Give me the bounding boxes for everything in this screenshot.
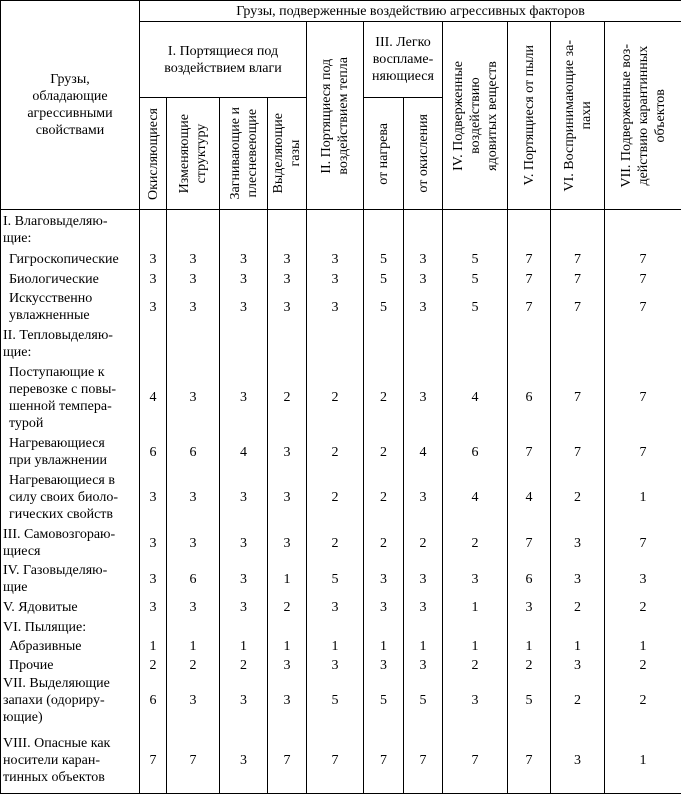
table-cell xyxy=(307,325,364,362)
table-cell: 3 xyxy=(220,250,268,270)
table-cell: 3 xyxy=(268,525,307,561)
table-cell xyxy=(268,325,307,362)
table-row xyxy=(1,471,681,525)
table-cell: 3 xyxy=(140,525,167,561)
table-cell: 2 xyxy=(404,525,443,561)
row-label: Нагревающиеся в силу своих биоло- гических свойств xyxy=(1,471,140,525)
col-header-structure: Изменяющие структуру xyxy=(167,98,220,210)
table-cell xyxy=(404,210,443,250)
table-cell: 1 xyxy=(508,638,551,656)
table-cell: 3 xyxy=(404,561,443,597)
row-label: Биологические xyxy=(1,270,140,290)
table-cell: 2 xyxy=(364,471,404,525)
table-cell xyxy=(551,325,605,362)
table-cell: 1 xyxy=(404,638,443,656)
table-cell: 2 xyxy=(508,656,551,675)
table-cell: 7 xyxy=(508,434,551,471)
corner-header xyxy=(1,1,140,210)
table-cell: 7 xyxy=(508,270,551,290)
table-cell: 4 xyxy=(220,434,268,471)
table-cell xyxy=(307,210,364,250)
col-header-oxidizing: Окисляющиеся xyxy=(140,98,167,210)
table-cell: 4 xyxy=(443,471,508,525)
table-cell: 7 xyxy=(605,525,681,561)
table-cell: 7 xyxy=(443,727,508,793)
table-cell: 2 xyxy=(220,656,268,675)
table-cell: 1 xyxy=(268,561,307,597)
table-cell: 2 xyxy=(364,362,404,433)
table-cell: 3 xyxy=(220,675,268,727)
table-cell: 2 xyxy=(268,362,307,433)
table-cell: 3 xyxy=(167,597,220,617)
table-cell: 4 xyxy=(140,362,167,433)
table-cell xyxy=(167,618,220,638)
table-cell xyxy=(167,210,220,250)
table-row xyxy=(1,362,681,433)
table-cell: 3 xyxy=(551,656,605,675)
table-cell xyxy=(508,210,551,250)
table-cell: 6 xyxy=(140,434,167,471)
table-cell: 6 xyxy=(167,561,220,597)
table-cell: 2 xyxy=(364,434,404,471)
table-cell: 7 xyxy=(605,270,681,290)
row-label: III. Самовозгораю- щиеся xyxy=(1,525,140,561)
table-cell: 3 xyxy=(268,434,307,471)
table-cell: 3 xyxy=(268,250,307,270)
col-header-heat xyxy=(307,22,364,210)
table-body xyxy=(1,210,681,794)
table-cell xyxy=(605,325,681,362)
table-cell: 1 xyxy=(443,638,508,656)
table-row xyxy=(1,638,681,656)
table-cell: 2 xyxy=(443,656,508,675)
table-cell: 3 xyxy=(443,561,508,597)
table-row xyxy=(1,325,681,362)
table-cell: 7 xyxy=(551,270,605,290)
col-header-odor: VI. Воспринимающие за- пахи xyxy=(551,22,605,210)
table-cell: 7 xyxy=(605,362,681,433)
table-cell xyxy=(605,210,681,250)
table-cell: 1 xyxy=(605,727,681,793)
table-cell xyxy=(404,618,443,638)
table-row xyxy=(1,618,681,638)
table-cell: 3 xyxy=(140,561,167,597)
table-cell xyxy=(140,325,167,362)
table-cell: 2 xyxy=(364,525,404,561)
table-row xyxy=(1,597,681,617)
table-cell: 3 xyxy=(307,597,364,617)
table-cell: 3 xyxy=(140,290,167,325)
table-cell: 7 xyxy=(508,525,551,561)
table-cell: 3 xyxy=(140,471,167,525)
table-cell: 2 xyxy=(551,597,605,617)
row-label: II. Тепловыделяю- щие: xyxy=(1,325,140,362)
table-cell: 7 xyxy=(404,727,443,793)
table-cell: 3 xyxy=(364,561,404,597)
col-header-rotting: Загнивающие и плесневеющие xyxy=(220,98,268,210)
table-cell: 3 xyxy=(167,290,220,325)
table-cell: 5 xyxy=(508,675,551,727)
table-cell: 2 xyxy=(605,597,681,617)
table-cell: 2 xyxy=(307,525,364,561)
table-cell: 3 xyxy=(404,471,443,525)
table-cell: 3 xyxy=(307,656,364,675)
table-cell xyxy=(404,325,443,362)
table-cell: 3 xyxy=(220,727,268,793)
table-cell: 1 xyxy=(307,638,364,656)
table-cell xyxy=(140,618,167,638)
table-cell: 1 xyxy=(605,638,681,656)
table-cell: 3 xyxy=(443,675,508,727)
row-label: Абразивные xyxy=(1,638,140,656)
table-cell: 1 xyxy=(551,638,605,656)
col-header-quarantine: VII. Подверженные воз- действию карантинных объектов xyxy=(605,22,681,210)
table-cell xyxy=(443,210,508,250)
row-label: Гигроскопические xyxy=(1,250,140,270)
table-cell: 7 xyxy=(551,250,605,270)
table-cell: 7 xyxy=(167,727,220,793)
table-cell: 5 xyxy=(307,675,364,727)
table-cell: 1 xyxy=(268,638,307,656)
table-cell xyxy=(268,210,307,250)
table-cell xyxy=(443,325,508,362)
table-row xyxy=(1,434,681,471)
table-cell xyxy=(220,618,268,638)
table-cell: 5 xyxy=(364,270,404,290)
table-row xyxy=(1,290,681,325)
table-cell: 3 xyxy=(364,597,404,617)
table-cell: 2 xyxy=(443,525,508,561)
table-cell: 1 xyxy=(443,597,508,617)
table-cell xyxy=(508,325,551,362)
table-cell: 7 xyxy=(364,727,404,793)
table-cell: 3 xyxy=(307,250,364,270)
table-cell: 3 xyxy=(220,597,268,617)
table-cell: 7 xyxy=(605,434,681,471)
table-cell: 7 xyxy=(508,290,551,325)
table-cell: 3 xyxy=(220,525,268,561)
table-cell xyxy=(443,618,508,638)
table-cell: 4 xyxy=(508,471,551,525)
table-cell: 3 xyxy=(404,597,443,617)
row-label: IV. Газовыделяю- щие xyxy=(1,561,140,597)
table-row xyxy=(1,727,681,793)
table-row xyxy=(1,656,681,675)
table-cell: 3 xyxy=(268,290,307,325)
table-cell: 3 xyxy=(268,656,307,675)
table-cell: 3 xyxy=(167,362,220,433)
table-cell: 7 xyxy=(551,434,605,471)
table-cell: 3 xyxy=(404,270,443,290)
table-cell: 7 xyxy=(605,250,681,270)
table-cell: 2 xyxy=(268,597,307,617)
table-cell: 2 xyxy=(551,675,605,727)
row-label: VIII. Опасные как носители каран- тинных объектов xyxy=(1,727,140,793)
table-cell: 3 xyxy=(508,597,551,617)
table-cell: 2 xyxy=(140,656,167,675)
col-header-gases: Выделяющие газы xyxy=(268,98,307,210)
table-row xyxy=(1,561,681,597)
table-cell xyxy=(220,210,268,250)
table-cell: 2 xyxy=(307,471,364,525)
table-cell: 3 xyxy=(140,250,167,270)
table-cell: 3 xyxy=(167,250,220,270)
table-cell: 3 xyxy=(220,561,268,597)
table-cell: 2 xyxy=(307,362,364,433)
table-cell: 2 xyxy=(307,434,364,471)
table-cell: 7 xyxy=(140,727,167,793)
table-cell: 6 xyxy=(508,362,551,433)
table-row xyxy=(1,250,681,270)
table-cell: 3 xyxy=(167,675,220,727)
table-cell: 3 xyxy=(404,290,443,325)
table-cell: 2 xyxy=(605,656,681,675)
table-cell: 3 xyxy=(404,362,443,433)
table-cell: 1 xyxy=(167,638,220,656)
row-label: Поступающие к перевозке с повы- шенной темпера- турой xyxy=(1,362,140,433)
table-cell xyxy=(167,325,220,362)
table-cell: 5 xyxy=(364,250,404,270)
table-cell: 3 xyxy=(140,270,167,290)
table-row xyxy=(1,210,681,250)
table-cell xyxy=(364,210,404,250)
group-header-flammable: III. Легко воспламе- няющиеся xyxy=(364,22,443,98)
row-label: Нагревающиеся при увлажнении xyxy=(1,434,140,471)
top-header: Грузы, подверженные воздействию агрессивных факторов xyxy=(140,1,681,22)
table-cell: 3 xyxy=(551,525,605,561)
table-cell: 3 xyxy=(167,270,220,290)
table-cell: 5 xyxy=(443,250,508,270)
table-cell: 3 xyxy=(307,290,364,325)
table-cell: 3 xyxy=(307,270,364,290)
table-cell: 3 xyxy=(220,362,268,433)
table-cell: 3 xyxy=(268,675,307,727)
table-cell xyxy=(307,618,364,638)
table-cell: 7 xyxy=(508,250,551,270)
table-cell: 3 xyxy=(220,290,268,325)
table-cell: 3 xyxy=(220,471,268,525)
col-header-heat-text: II. Портящиеся под воздействием тепла xyxy=(319,56,351,175)
table-cell xyxy=(268,618,307,638)
table-row xyxy=(1,525,681,561)
table-cell xyxy=(140,210,167,250)
table-cell: 5 xyxy=(404,675,443,727)
table-cell xyxy=(508,618,551,638)
table-cell xyxy=(551,210,605,250)
table-cell xyxy=(551,618,605,638)
table-cell: 7 xyxy=(551,362,605,433)
table-cell: 7 xyxy=(268,727,307,793)
table-cell: 3 xyxy=(364,656,404,675)
table-cell: 6 xyxy=(167,434,220,471)
table-cell: 3 xyxy=(404,250,443,270)
table-cell: 2 xyxy=(551,471,605,525)
col-header-dust: V. Портящиеся от пыли xyxy=(508,22,551,210)
table-cell: 2 xyxy=(167,656,220,675)
table-cell: 6 xyxy=(140,675,167,727)
table-cell: 3 xyxy=(140,597,167,617)
table-cell: 6 xyxy=(443,434,508,471)
table-cell: 7 xyxy=(551,290,605,325)
col-header-from-oxidation: от окисления xyxy=(404,98,443,210)
table-cell: 7 xyxy=(605,290,681,325)
table-cell: 3 xyxy=(551,727,605,793)
table-cell: 1 xyxy=(364,638,404,656)
table-cell: 3 xyxy=(551,561,605,597)
table-cell: 5 xyxy=(443,290,508,325)
table-cell: 3 xyxy=(167,471,220,525)
row-label: VII. Выделяющие запахи (одориру- ющие) xyxy=(1,675,140,727)
table-cell xyxy=(364,325,404,362)
row-label: V. Ядовитые xyxy=(1,597,140,617)
table-row xyxy=(1,270,681,290)
table-cell: 1 xyxy=(140,638,167,656)
table-cell: 5 xyxy=(364,290,404,325)
table-cell: 7 xyxy=(508,727,551,793)
table-cell: 3 xyxy=(404,656,443,675)
row-label: Искусственно увлажненные xyxy=(1,290,140,325)
row-label: VI. Пылящие: xyxy=(1,618,140,638)
table-cell: 1 xyxy=(605,471,681,525)
table-cell: 3 xyxy=(268,270,307,290)
table-cell: 4 xyxy=(404,434,443,471)
table-cell: 5 xyxy=(443,270,508,290)
table-cell: 7 xyxy=(307,727,364,793)
table-cell: 3 xyxy=(167,525,220,561)
table-cell: 1 xyxy=(220,638,268,656)
table-cell xyxy=(220,325,268,362)
table-cell: 5 xyxy=(364,675,404,727)
table-cell: 3 xyxy=(605,561,681,597)
col-header-poison: IV. Подверженные воздействию ядовитых веществ xyxy=(443,22,508,210)
table-cell xyxy=(605,618,681,638)
table-cell: 3 xyxy=(268,471,307,525)
col-header-from-heating: от нагрева xyxy=(364,98,404,210)
group-header-moisture: I. Портящиеся под воздействием влаги xyxy=(140,22,307,98)
row-label: I. Влаговыделяю- щие: xyxy=(1,210,140,250)
table-cell: 5 xyxy=(307,561,364,597)
corner-header-text: Грузы, обладающие агрессивными свойствами xyxy=(27,72,113,138)
table-cell: 2 xyxy=(605,675,681,727)
table-cell: 6 xyxy=(508,561,551,597)
table-cell: 4 xyxy=(443,362,508,433)
table-cell: 3 xyxy=(220,270,268,290)
table-row xyxy=(1,675,681,727)
table-cell xyxy=(364,618,404,638)
row-label: Прочие xyxy=(1,656,140,675)
